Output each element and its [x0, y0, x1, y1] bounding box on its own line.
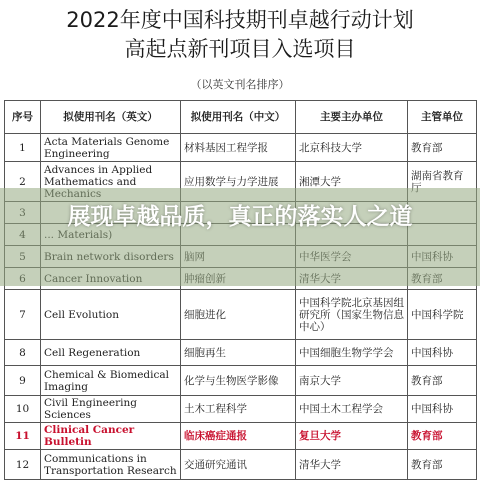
cell-index: 2: [5, 162, 41, 202]
cell-chinese-title: 材料基因工程学报: [181, 134, 296, 162]
cell-index: 11: [5, 423, 41, 450]
cell-english-title: Cell Evolution: [41, 290, 181, 340]
cell-english-title: Cell Regeneration: [41, 340, 181, 366]
cell-chinese-title: 应用数学与力学进展: [181, 162, 296, 202]
header-english-title: 拟使用刊名（英文）: [41, 101, 181, 134]
document-title-line2: 高起点新刊项目入选项目: [124, 37, 356, 61]
cell-supervisor: 教育部: [408, 423, 477, 450]
cell-host: 中国科学院北京基因组研究所（国家生物信息中心）: [296, 290, 408, 340]
cell-supervisor: 教育部: [408, 450, 477, 480]
table-row: [5, 450, 477, 480]
table-row: [5, 366, 477, 396]
header-chinese-title: 拟使用刊名（中文）: [181, 101, 296, 134]
document-title-line1: 2022年度中国科技期刊卓越行动计划: [66, 8, 414, 32]
cell-english-title: Chemical & Biomedical Imaging: [41, 366, 181, 396]
cell-chinese-title: 细胞再生: [181, 340, 296, 366]
cell-index: 9: [5, 366, 41, 396]
overlay-banner-text: 展现卓越品质，真正的落实人之道: [67, 204, 413, 230]
cell-host: 中国细胞生物学学会: [296, 340, 408, 366]
table-row: [5, 396, 477, 423]
table-row: [5, 290, 477, 340]
cell-supervisor: 中国科协: [408, 340, 477, 366]
table-row: [5, 423, 477, 450]
cell-supervisor: 湖南省教育: [408, 162, 477, 202]
cell-index: 12: [5, 450, 41, 480]
cell-host: 北京科技大学: [296, 134, 408, 162]
cell-supervisor: 中国科协: [408, 396, 477, 423]
cell-chinese-title: 临床癌症通报: [181, 423, 296, 450]
cell-english-title: Advances in Applied Mathematics and: [41, 162, 181, 202]
cell-chinese-title: 化学与生物医学影像: [181, 366, 296, 396]
cell-host: 中国土木工程学会: [296, 396, 408, 423]
table-row: [5, 340, 477, 366]
cell-english-title: Clinical Cancer Bulletin: [41, 423, 181, 450]
cell-host: 清华大学: [296, 450, 408, 480]
cell-chinese-title: 交通研究通讯: [181, 450, 296, 480]
header-index: 序号: [5, 101, 41, 134]
cell-supervisor: 中国科学院: [408, 290, 477, 340]
cell-index: 1: [5, 134, 41, 162]
header-host: 主要主办单位: [296, 101, 408, 134]
cell-host: 复旦大学: [296, 423, 408, 450]
cell-chinese-title: 土木工程科学: [181, 396, 296, 423]
cell-english-title: Communications in Transportation Research: [41, 450, 181, 480]
cell-chinese-title: 细胞进化: [181, 290, 296, 340]
table-row: [5, 134, 477, 162]
cell-english-title: Acta Materials Genome Engineering: [41, 134, 181, 162]
cell-index: 10: [5, 396, 41, 423]
cell-supervisor: 教育部: [408, 366, 477, 396]
cell-host: 湘潭大学: [296, 162, 408, 202]
cell-host: 南京大学: [296, 366, 408, 396]
sort-note: （以英文刊名排序）: [190, 78, 290, 91]
journal-table: [4, 100, 477, 480]
table-header-row: [5, 101, 477, 134]
cell-supervisor: 教育部: [408, 134, 477, 162]
cell-index: 8: [5, 340, 41, 366]
header-supervisor: 主管单位: [408, 101, 477, 134]
cell-index: 7: [5, 290, 41, 340]
cell-english-title: Civil Engineering Sciences: [41, 396, 181, 423]
